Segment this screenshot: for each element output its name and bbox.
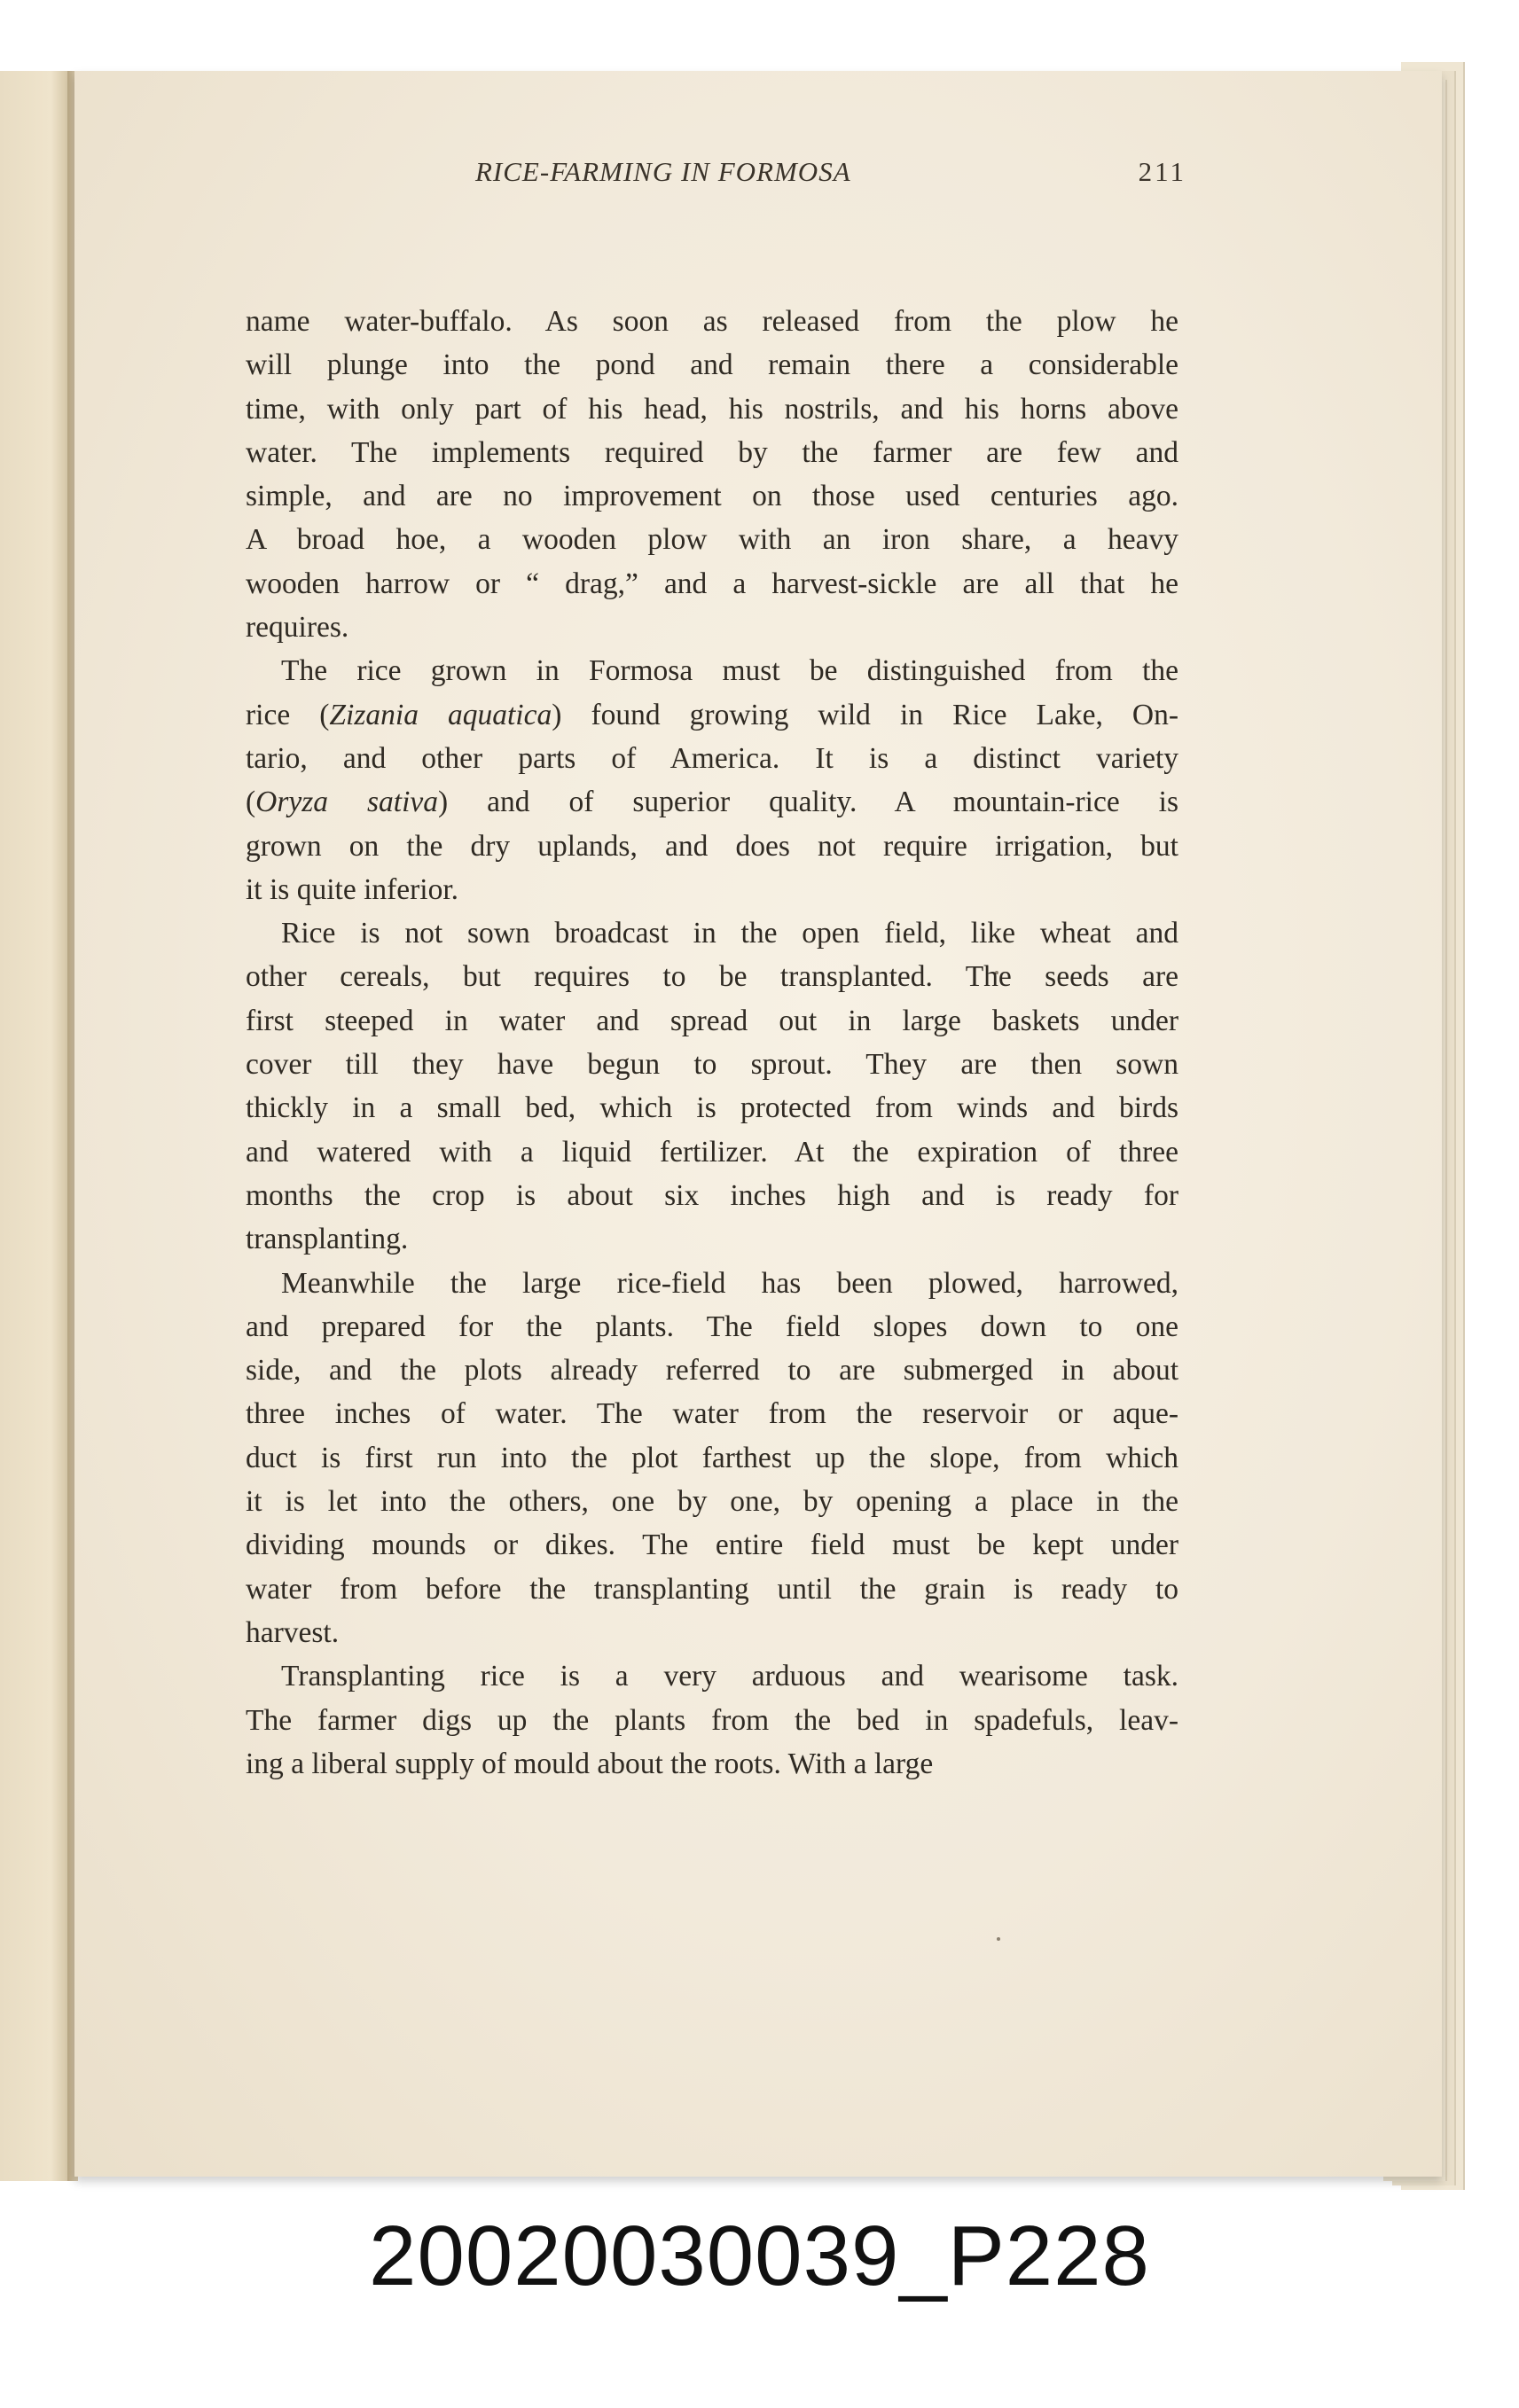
text-line: duct is first run into the plot farthest up the slope, from which (246, 1441, 1178, 1474)
text-line: harvest. (246, 1615, 340, 1649)
text-line: three inches of water. The water from the reservoir or aque- (246, 1397, 1178, 1431)
text-line: A broad hoe, a wooden plow with an iron share, a heavy (246, 523, 1178, 557)
text-line: (Oryza sativa) and of superior quality. A mountain-rice is (246, 786, 1178, 819)
italic-term: Oryza sativa (255, 786, 439, 819)
text-line: it is let into the others, one by one, by opening a place in the (246, 1485, 1178, 1519)
paragraph (246, 1262, 1178, 1655)
page-number: 211 (1138, 156, 1186, 187)
text-line: water. The implements required by the farmer are few and (246, 435, 1178, 469)
text-line: it is quite inferior. (246, 872, 459, 906)
catalog-label: 20020030039_P228 (369, 2209, 1150, 2303)
text-line: The farmer digs up the plants from the bed in spadefuls, leav- (246, 1703, 1178, 1737)
text-line: cover till they have begun to sprout. They are then sown (246, 1048, 1178, 1082)
body-text (246, 300, 1178, 1786)
facing-page-edge (0, 71, 73, 2181)
paragraph (246, 649, 1178, 911)
paragraph (246, 300, 1178, 649)
text-line: water from before the transplanting until the grain is ready to (246, 1572, 1178, 1606)
text-line: time, with only part of his head, his nostrils, and his horns above (246, 392, 1178, 426)
text-line: will plunge into the pond and remain there a considerable (246, 348, 1178, 382)
text-line: side, and the plots already referred to are submerged in about (246, 1354, 1178, 1388)
paper-speck (997, 1937, 1000, 1941)
paragraph (246, 1654, 1178, 1786)
text-line: rice (Zizania aquatica) found growing wild in Rice Lake, On- (246, 698, 1178, 731)
running-head (403, 149, 1186, 199)
text-line: name water-buffalo. As soon as released from the plow he (246, 305, 1178, 338)
italic-term: Zizania aquatica (329, 698, 552, 731)
text-line: The rice grown in Formosa must be distinguished from the (281, 654, 1178, 688)
text-line: dividing mounds or dikes. The entire field must be kept under (246, 1528, 1178, 1562)
running-title: RICE-FARMING IN FORMOSA (475, 156, 851, 187)
text-line: Rice is not sown broadcast in the open field, like wheat and (281, 917, 1178, 950)
paragraph (246, 911, 1178, 1261)
text-line: months the crop is about six inches high and is ready for (246, 1178, 1178, 1212)
text-line: tario, and other parts of America. It is a distinct variety (246, 741, 1178, 775)
text-line: ing a liberal supply of mould about the roots. With a large (246, 1747, 934, 1780)
text-line: transplanting. (246, 1223, 409, 1256)
text-line: simple, and are no improvement on those used centuries ago. (246, 480, 1178, 513)
text-line: first steeped in water and spread out in large baskets under (246, 1004, 1178, 1037)
text-line: other cereals, but requires to be transplanted. The seeds are (246, 960, 1178, 994)
text-line: requires. (246, 611, 349, 645)
text-line: wooden harrow or “ drag,” and a harvest-sickle are all that he (246, 567, 1178, 600)
text-line: Meanwhile the large rice-field has been plowed, harrowed, (281, 1266, 1178, 1300)
text-line: grown on the dry uplands, and does not require irrigation, but (246, 829, 1178, 863)
text-line: and prepared for the plants. The field slopes down to one (246, 1310, 1178, 1343)
text-line: Transplanting rice is a very arduous and wearisome task. (281, 1660, 1178, 1693)
text-line: and watered with a liquid fertilizer. At the expiration of three (246, 1135, 1178, 1169)
text-line: thickly in a small bed, which is protected from winds and birds (246, 1091, 1178, 1125)
